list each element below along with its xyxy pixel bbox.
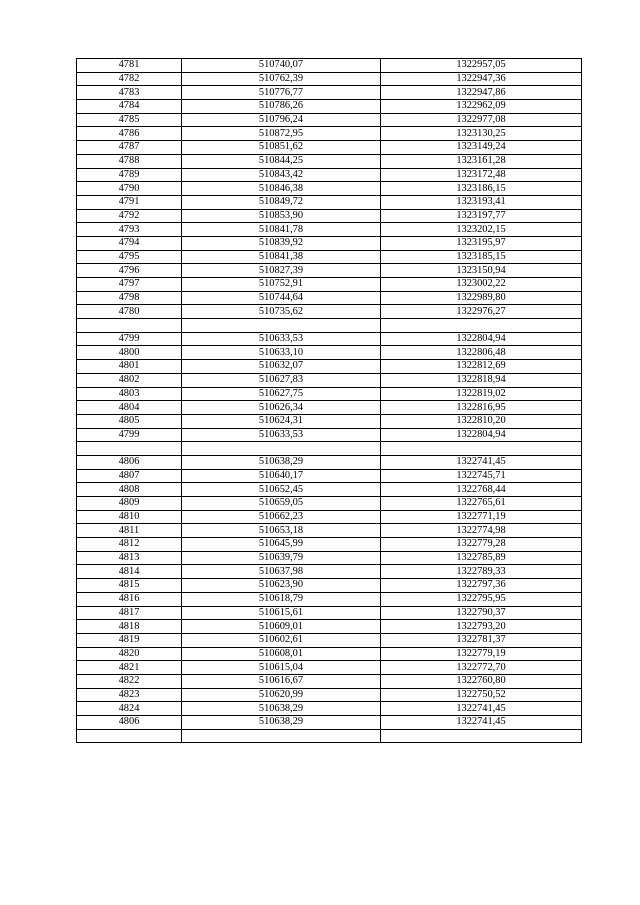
- y-coordinate-cell: 1322947,86: [381, 86, 582, 100]
- x-coordinate-cell: 510639,79: [182, 551, 381, 565]
- x-coordinate-cell: 510846,38: [182, 182, 381, 196]
- point-number-cell: 4800: [77, 346, 182, 360]
- point-number-cell: 4793: [77, 223, 182, 237]
- y-coordinate-cell: 1322989,80: [381, 291, 582, 305]
- table-row: [77, 455, 582, 469]
- table-row: [77, 401, 582, 415]
- x-coordinate-cell: 510615,61: [182, 606, 381, 620]
- table-row: [77, 606, 582, 620]
- point-number-cell: 4788: [77, 154, 182, 168]
- coordinates-table: [76, 58, 582, 743]
- y-coordinate-cell: 1322806,48: [381, 346, 582, 360]
- point-number-cell: 4811: [77, 524, 182, 538]
- table-row: [77, 483, 582, 497]
- point-number-cell: 4781: [77, 59, 182, 73]
- point-number-cell: 4799: [77, 428, 182, 442]
- y-coordinate-cell: 1323150,94: [381, 264, 582, 278]
- y-coordinate-cell: 1322790,37: [381, 606, 582, 620]
- x-coordinate-cell: 510796,24: [182, 113, 381, 127]
- y-coordinate-cell: 1322765,61: [381, 497, 582, 511]
- table-row: [77, 127, 582, 141]
- x-coordinate-cell: 510740,07: [182, 59, 381, 73]
- x-coordinate-cell: 510786,26: [182, 100, 381, 114]
- table-row: [77, 538, 582, 552]
- point-number-cell: 4822: [77, 674, 182, 688]
- point-number-cell: 4823: [77, 688, 182, 702]
- y-coordinate-cell: 1322789,33: [381, 565, 582, 579]
- point-number-cell: 4814: [77, 565, 182, 579]
- x-coordinate-cell: 510853,90: [182, 209, 381, 223]
- table-row: [77, 346, 582, 360]
- y-coordinate-cell: 1323172,48: [381, 168, 582, 182]
- x-coordinate-cell: 510624,31: [182, 414, 381, 428]
- x-coordinate-cell: 510623,90: [182, 579, 381, 593]
- point-number-cell: [77, 729, 182, 743]
- point-number-cell: [77, 319, 182, 333]
- x-coordinate-cell: 510844,25: [182, 154, 381, 168]
- table-row: [77, 551, 582, 565]
- point-number-cell: 4782: [77, 72, 182, 86]
- y-coordinate-cell: 1323193,41: [381, 195, 582, 209]
- y-coordinate-cell: 1322772,70: [381, 661, 582, 675]
- point-number-cell: 4804: [77, 401, 182, 415]
- x-coordinate-cell: 510827,39: [182, 264, 381, 278]
- y-coordinate-cell: 1322976,27: [381, 305, 582, 319]
- table-row: [77, 86, 582, 100]
- y-coordinate-cell: 1322797,36: [381, 579, 582, 593]
- point-number-cell: 4796: [77, 264, 182, 278]
- y-coordinate-cell: 1322768,44: [381, 483, 582, 497]
- table-row: [77, 428, 582, 442]
- x-coordinate-cell: 510735,62: [182, 305, 381, 319]
- table-row: [77, 250, 582, 264]
- x-coordinate-cell: 510843,42: [182, 168, 381, 182]
- table-row: [77, 633, 582, 647]
- point-number-cell: 4799: [77, 332, 182, 346]
- y-coordinate-cell: 1322779,19: [381, 647, 582, 661]
- x-coordinate-cell: [182, 442, 381, 456]
- x-coordinate-cell: 510620,99: [182, 688, 381, 702]
- table-row: [77, 182, 582, 196]
- point-number-cell: 4801: [77, 360, 182, 374]
- table-row: [77, 59, 582, 73]
- y-coordinate-cell: 1322745,71: [381, 469, 582, 483]
- table-row: [77, 442, 582, 456]
- y-coordinate-cell: 1323197,77: [381, 209, 582, 223]
- point-number-cell: 4818: [77, 620, 182, 634]
- point-number-cell: 4803: [77, 387, 182, 401]
- x-coordinate-cell: 510762,39: [182, 72, 381, 86]
- point-number-cell: 4806: [77, 455, 182, 469]
- table-row: [77, 497, 582, 511]
- point-number-cell: [77, 442, 182, 456]
- y-coordinate-cell: [381, 442, 582, 456]
- x-coordinate-cell: 510633,10: [182, 346, 381, 360]
- y-coordinate-cell: 1323161,28: [381, 154, 582, 168]
- x-coordinate-cell: 510872,95: [182, 127, 381, 141]
- table-row: [77, 141, 582, 155]
- point-number-cell: 4809: [77, 497, 182, 511]
- y-coordinate-cell: 1322962,09: [381, 100, 582, 114]
- y-coordinate-cell: 1322741,45: [381, 455, 582, 469]
- y-coordinate-cell: 1322816,95: [381, 401, 582, 415]
- x-coordinate-cell: 510659,05: [182, 497, 381, 511]
- coordinates-table-body: [77, 59, 582, 743]
- y-coordinate-cell: 1322947,36: [381, 72, 582, 86]
- point-number-cell: 4783: [77, 86, 182, 100]
- table-row: [77, 716, 582, 730]
- table-row: [77, 236, 582, 250]
- point-number-cell: 4784: [77, 100, 182, 114]
- point-number-cell: 4813: [77, 551, 182, 565]
- table-row: [77, 360, 582, 374]
- point-number-cell: 4792: [77, 209, 182, 223]
- table-row: [77, 579, 582, 593]
- y-coordinate-cell: 1322804,94: [381, 332, 582, 346]
- point-number-cell: 4802: [77, 373, 182, 387]
- point-number-cell: 4815: [77, 579, 182, 593]
- x-coordinate-cell: 510645,99: [182, 538, 381, 552]
- table-row: [77, 565, 582, 579]
- table-row: [77, 195, 582, 209]
- table-row: [77, 524, 582, 538]
- y-coordinate-cell: 1323195,97: [381, 236, 582, 250]
- x-coordinate-cell: 510652,45: [182, 483, 381, 497]
- point-number-cell: 4821: [77, 661, 182, 675]
- table-row: [77, 291, 582, 305]
- y-coordinate-cell: 1322750,52: [381, 688, 582, 702]
- y-coordinate-cell: 1323130,25: [381, 127, 582, 141]
- y-coordinate-cell: 1322781,37: [381, 633, 582, 647]
- point-number-cell: 4820: [77, 647, 182, 661]
- point-number-cell: 4785: [77, 113, 182, 127]
- y-coordinate-cell: 1322795,95: [381, 592, 582, 606]
- point-number-cell: 4807: [77, 469, 182, 483]
- table-row: [77, 414, 582, 428]
- x-coordinate-cell: [182, 319, 381, 333]
- x-coordinate-cell: 510608,01: [182, 647, 381, 661]
- y-coordinate-cell: 1322741,45: [381, 702, 582, 716]
- y-coordinate-cell: 1322793,20: [381, 620, 582, 634]
- table-row: [77, 661, 582, 675]
- x-coordinate-cell: 510602,61: [182, 633, 381, 647]
- x-coordinate-cell: 510752,91: [182, 278, 381, 292]
- table-row: [77, 688, 582, 702]
- x-coordinate-cell: 510637,98: [182, 565, 381, 579]
- y-coordinate-cell: [381, 319, 582, 333]
- point-number-cell: 4794: [77, 236, 182, 250]
- table-row: [77, 278, 582, 292]
- table-row: [77, 305, 582, 319]
- point-number-cell: 4819: [77, 633, 182, 647]
- table-row: [77, 620, 582, 634]
- x-coordinate-cell: 510638,29: [182, 716, 381, 730]
- y-coordinate-cell: 1322785,89: [381, 551, 582, 565]
- x-coordinate-cell: 510632,07: [182, 360, 381, 374]
- point-number-cell: 4789: [77, 168, 182, 182]
- point-number-cell: 4812: [77, 538, 182, 552]
- table-row: [77, 592, 582, 606]
- x-coordinate-cell: 510640,17: [182, 469, 381, 483]
- point-number-cell: 4797: [77, 278, 182, 292]
- y-coordinate-cell: 1322760,80: [381, 674, 582, 688]
- x-coordinate-cell: 510841,38: [182, 250, 381, 264]
- table-row: [77, 332, 582, 346]
- table-row: [77, 264, 582, 278]
- table-row: [77, 100, 582, 114]
- y-coordinate-cell: 1322957,05: [381, 59, 582, 73]
- table-row: [77, 469, 582, 483]
- x-coordinate-cell: 510616,67: [182, 674, 381, 688]
- x-coordinate-cell: 510841,78: [182, 223, 381, 237]
- x-coordinate-cell: 510776,77: [182, 86, 381, 100]
- point-number-cell: 4817: [77, 606, 182, 620]
- table-row: [77, 674, 582, 688]
- table-row: [77, 223, 582, 237]
- table-row: [77, 319, 582, 333]
- table-row: [77, 387, 582, 401]
- point-number-cell: 4798: [77, 291, 182, 305]
- y-coordinate-cell: 1322774,98: [381, 524, 582, 538]
- point-number-cell: 4808: [77, 483, 182, 497]
- table-row: [77, 510, 582, 524]
- y-coordinate-cell: 1322977,08: [381, 113, 582, 127]
- y-coordinate-cell: 1322812,69: [381, 360, 582, 374]
- y-coordinate-cell: 1322818,94: [381, 373, 582, 387]
- table-row: [77, 72, 582, 86]
- x-coordinate-cell: 510609,01: [182, 620, 381, 634]
- y-coordinate-cell: 1322804,94: [381, 428, 582, 442]
- table-row: [77, 168, 582, 182]
- point-number-cell: 4790: [77, 182, 182, 196]
- y-coordinate-cell: [381, 729, 582, 743]
- table-row: [77, 729, 582, 743]
- y-coordinate-cell: 1322771,19: [381, 510, 582, 524]
- x-coordinate-cell: 510662,23: [182, 510, 381, 524]
- y-coordinate-cell: 1323202,15: [381, 223, 582, 237]
- point-number-cell: 4786: [77, 127, 182, 141]
- table-row: [77, 209, 582, 223]
- x-coordinate-cell: 510627,75: [182, 387, 381, 401]
- x-coordinate-cell: 510744,64: [182, 291, 381, 305]
- point-number-cell: 4795: [77, 250, 182, 264]
- y-coordinate-cell: 1323185,15: [381, 250, 582, 264]
- point-number-cell: 4806: [77, 716, 182, 730]
- table-row: [77, 702, 582, 716]
- y-coordinate-cell: 1322810,20: [381, 414, 582, 428]
- x-coordinate-cell: 510633,53: [182, 332, 381, 346]
- point-number-cell: 4816: [77, 592, 182, 606]
- point-number-cell: 4824: [77, 702, 182, 716]
- x-coordinate-cell: 510627,83: [182, 373, 381, 387]
- point-number-cell: 4810: [77, 510, 182, 524]
- y-coordinate-cell: 1322741,45: [381, 716, 582, 730]
- table-row: [77, 113, 582, 127]
- x-coordinate-cell: 510633,53: [182, 428, 381, 442]
- table-row: [77, 647, 582, 661]
- x-coordinate-cell: [182, 729, 381, 743]
- table-row: [77, 154, 582, 168]
- table-row: [77, 373, 582, 387]
- x-coordinate-cell: 510638,29: [182, 455, 381, 469]
- point-number-cell: 4780: [77, 305, 182, 319]
- y-coordinate-cell: 1322779,28: [381, 538, 582, 552]
- x-coordinate-cell: 510851,62: [182, 141, 381, 155]
- point-number-cell: 4787: [77, 141, 182, 155]
- y-coordinate-cell: 1322819,02: [381, 387, 582, 401]
- y-coordinate-cell: 1323002,22: [381, 278, 582, 292]
- x-coordinate-cell: 510653,18: [182, 524, 381, 538]
- x-coordinate-cell: 510626,34: [182, 401, 381, 415]
- x-coordinate-cell: 510849,72: [182, 195, 381, 209]
- x-coordinate-cell: 510839,92: [182, 236, 381, 250]
- y-coordinate-cell: 1323186,15: [381, 182, 582, 196]
- x-coordinate-cell: 510618,79: [182, 592, 381, 606]
- x-coordinate-cell: 510615,04: [182, 661, 381, 675]
- y-coordinate-cell: 1323149,24: [381, 141, 582, 155]
- point-number-cell: 4791: [77, 195, 182, 209]
- x-coordinate-cell: 510638,29: [182, 702, 381, 716]
- point-number-cell: 4805: [77, 414, 182, 428]
